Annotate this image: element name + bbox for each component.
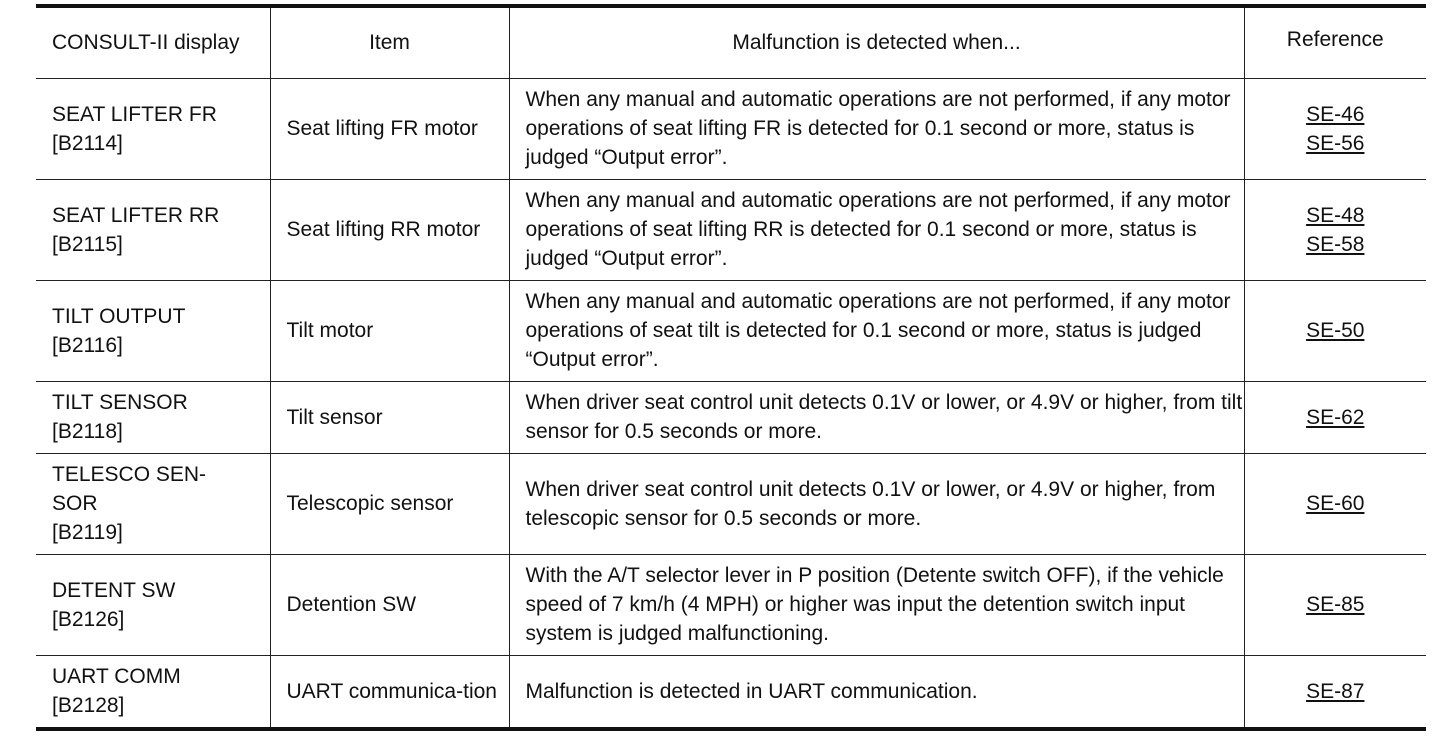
table-row	[36, 179, 1426, 280]
display-code-id: [B2115]	[52, 232, 123, 256]
display-code-name: SEAT LIFTER FR	[52, 102, 217, 126]
item-cell: Telescopic sensor	[270, 453, 509, 554]
table-row	[36, 280, 1426, 381]
display-code-id: [B2114]	[52, 131, 123, 155]
reference-cell	[1244, 280, 1426, 381]
table-header	[36, 6, 1426, 78]
item-cell: Detention SW	[270, 554, 509, 655]
reference-cell	[1244, 78, 1426, 179]
dtc-table	[36, 4, 1426, 731]
item-cell: Seat lifting FR motor	[270, 78, 509, 179]
display-code-name: TELESCO SEN-	[52, 463, 207, 486]
reference-link[interactable]: SE-87	[1306, 679, 1365, 703]
display-code-id: [B2128]	[52, 694, 125, 718]
reference-link[interactable]: SE-85	[1306, 593, 1365, 616]
display-code-name: DETENT SW	[52, 578, 176, 602]
malfunction-cell: When any manual and automatic operations are not performed, if any motor operations of seat tilt is detected for 0.1 second or more, status is judged “Output error”.	[509, 280, 1244, 381]
malfunction-cell: Malfunction is detected in UART communication.	[509, 655, 1244, 729]
header-consult-display: CONSULT-II display	[36, 6, 270, 78]
reference-link[interactable]: SE-48	[1306, 203, 1365, 227]
malfunction-cell: With the A/T selector lever in P position (Detente switch OFF), if the vehicle speed of 7 km/h (4 MPH) or higher was input the detention switch input system is judged malfunctioning.	[509, 554, 1244, 655]
header-malfunction: Malfunction is detected when...	[509, 6, 1244, 78]
dtc-table-container	[36, 4, 1426, 731]
item-cell: Tilt sensor	[270, 381, 509, 453]
reference-link[interactable]: SE-46	[1306, 102, 1365, 126]
malfunction-cell: When any manual and automatic operations are not performed, if any motor operations of seat lifting FR is detected for 0.1 second or more, status is judged “Output error”.	[509, 78, 1244, 179]
item-cell: Seat lifting RR motor	[270, 179, 509, 280]
consult-display-cell	[36, 453, 270, 554]
reference-cell	[1244, 381, 1426, 453]
table-row	[36, 78, 1426, 179]
item-cell: UART communica-tion	[270, 655, 509, 729]
display-code-id: [B2116]	[52, 333, 123, 357]
item-cell: Tilt motor	[270, 280, 509, 381]
consult-display-cell	[36, 655, 270, 729]
header-reference: Reference	[1244, 6, 1426, 78]
malfunction-cell: When driver seat control unit detects 0.1V or lower, or 4.9V or higher, from tilt sensor for 0.5 seconds or more.	[509, 381, 1244, 453]
reference-link[interactable]: SE-50	[1306, 319, 1365, 342]
display-code-name-cont: SOR	[52, 492, 98, 515]
consult-display-cell	[36, 179, 270, 280]
malfunction-cell: When driver seat control unit detects 0.1V or lower, or 4.9V or higher, from telescopic sensor for 0.5 seconds or more.	[509, 453, 1244, 554]
consult-display-cell	[36, 78, 270, 179]
display-code-id: [B2126]	[52, 607, 125, 631]
reference-cell	[1244, 655, 1426, 729]
reference-link[interactable]: SE-56	[1306, 131, 1365, 155]
display-code-id: [B2118]	[52, 420, 123, 443]
display-code-name: UART COMM	[52, 665, 181, 689]
malfunction-cell: When any manual and automatic operations are not performed, if any motor operations of seat lifting RR is detected for 0.1 second or more, status is judged “Output error”.	[509, 179, 1244, 280]
reference-cell	[1244, 554, 1426, 655]
consult-display-cell	[36, 280, 270, 381]
display-code-name: TILT SENSOR	[52, 391, 188, 414]
table-row	[36, 381, 1426, 453]
table-row	[36, 655, 1426, 729]
reference-cell	[1244, 453, 1426, 554]
display-code-name: SEAT LIFTER RR	[52, 203, 220, 227]
table-row	[36, 554, 1426, 655]
reference-link[interactable]: SE-60	[1306, 492, 1365, 515]
reference-link[interactable]: SE-58	[1306, 232, 1365, 256]
header-row	[36, 6, 1426, 78]
consult-display-cell	[36, 554, 270, 655]
reference-link[interactable]: SE-62	[1306, 405, 1365, 429]
header-item: Item	[270, 6, 509, 78]
table-row	[36, 453, 1426, 554]
display-code-name: TILT OUTPUT	[52, 304, 186, 328]
table-body	[36, 78, 1426, 729]
consult-display-cell	[36, 381, 270, 453]
display-code-id: [B2119]	[52, 521, 123, 544]
reference-cell	[1244, 179, 1426, 280]
